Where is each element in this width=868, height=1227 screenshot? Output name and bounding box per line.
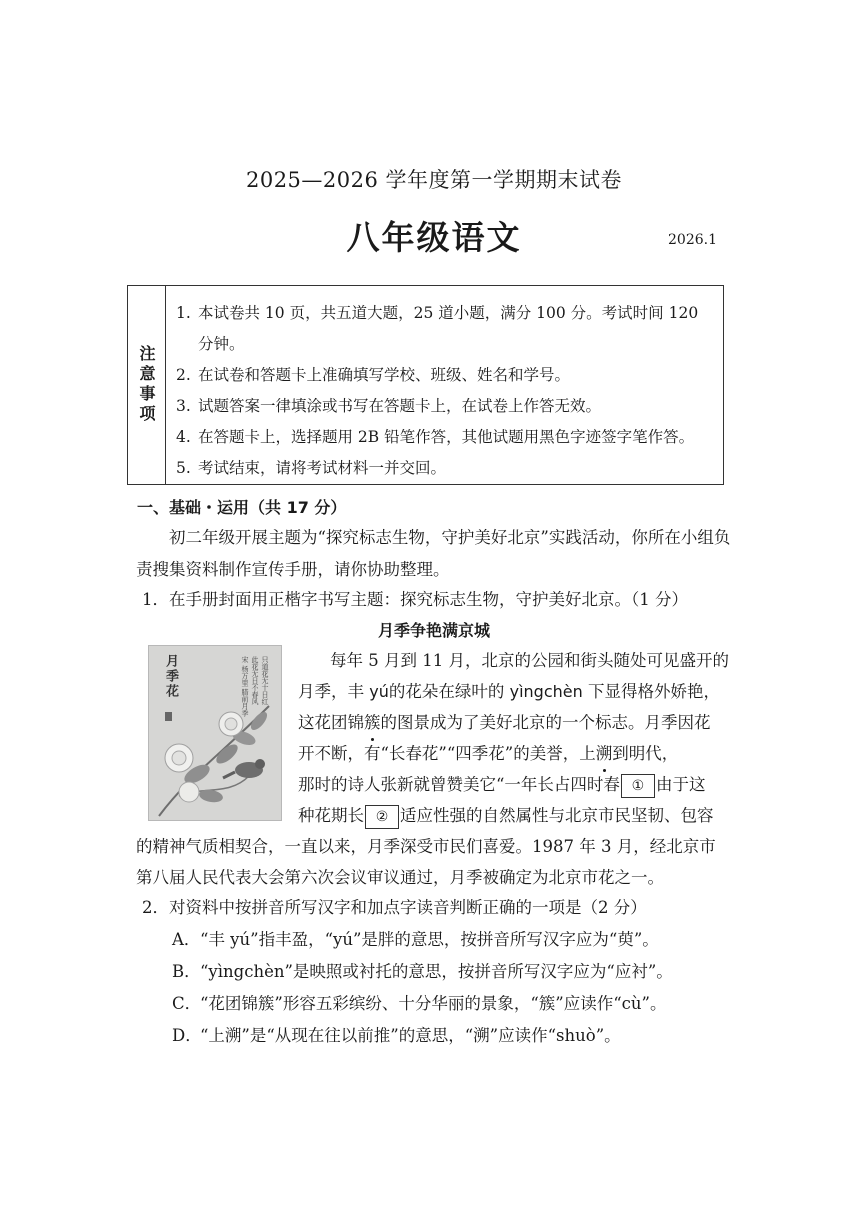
- option-letter: D．: [172, 1026, 202, 1045]
- text: 月季，丰: [298, 682, 370, 701]
- pinyin-yu: yú: [369, 682, 389, 701]
- option-text: “上溯”是“从现在往以前推”的意思，“溯”应读作“shuò”。: [200, 1026, 621, 1045]
- notice-item-4: [176, 422, 717, 453]
- text: 的图景成为了美好北京的一个标志。月季因花: [380, 713, 711, 732]
- text: 那时的诗人张新就曾赞美它“一年长占四时春: [298, 775, 620, 794]
- exam-header: 2025—2026 学年度第一学期期末试卷: [245, 168, 623, 192]
- article-line-6: [298, 800, 714, 831]
- title-row: [0, 212, 868, 262]
- notice-label: [128, 286, 166, 484]
- notice-item-2: [176, 360, 717, 391]
- article-line-3: [298, 707, 711, 738]
- option-letter: C．: [172, 994, 202, 1013]
- article-line-1: 每年 5 月到 11 月，北京的公园和街头随处可见盛开的: [330, 651, 729, 670]
- notice-list: [176, 298, 717, 484]
- question-1: 1．在手册封面用正楷字书写主题：探究标志生物，守护美好北京。（1 分）: [142, 590, 688, 609]
- notice-num: 4.: [176, 428, 191, 446]
- text: 开不断，有“长春花”“四季花”的美誉，上: [298, 744, 596, 763]
- option-d: [172, 1020, 621, 1052]
- option-text: “yìngchèn”是映照或衬托的意思，按拼音所写汉字应为“应衬”。: [200, 962, 673, 981]
- painting-poem-line: 只道花无十日红: [261, 656, 269, 705]
- question-2: 2．对资料中按拼音所写汉字和加点字读音判断正确的一项是（2 分）: [142, 898, 647, 917]
- painting-poem-line: 此花无日不春风: [251, 656, 259, 705]
- notice-box: [127, 285, 724, 485]
- article-line-5: [298, 769, 705, 800]
- pinyin-yingchen: yìngchèn: [509, 682, 583, 701]
- painting-poem-line: 宋 杨万里 腊前月季: [241, 656, 249, 717]
- notice-num: 3.: [176, 397, 191, 415]
- notice-num: 5.: [176, 459, 191, 477]
- option-a: [172, 924, 659, 956]
- text: 下显得格外娇艳，: [582, 682, 720, 701]
- blank-1: ①: [621, 774, 655, 798]
- section-title: 一、基础・运用（共 17 分）: [137, 498, 347, 517]
- article-line-4: [298, 738, 678, 769]
- option-text: “花团锦簇”形容五彩缤纷、十分华丽的景象，“簇”应读作“cù”。: [200, 994, 667, 1013]
- article-line-7: 的精神气质相契合，一直以来，月季深受市民们喜爱。1987 年 3 月，经北京市: [136, 837, 716, 856]
- article-line-8: 第八届人民代表大会第六次会议审议通过，月季被确定为北京市花之一。: [136, 868, 664, 887]
- section-intro: 初二年级开展主题为“探究标志生物，守护美好北京”实践活动，你所在小组负责搜集资料制作宣传手册，请你协助整理。: [136, 528, 731, 579]
- page-title: 八年级语文: [346, 218, 522, 257]
- notice-num: 1.: [176, 304, 191, 322]
- notice-item-5: [176, 453, 717, 484]
- notice-num: 2.: [176, 366, 191, 384]
- option-letter: B．: [172, 962, 201, 981]
- notice-label-text: 注意事项: [137, 345, 156, 425]
- text: 由于这: [655, 775, 706, 794]
- option-text: “丰 yú”指丰盈，“yú”是胖的意思，按拼音所写汉字应为“萸”。: [200, 930, 659, 949]
- notice-text: 试题答案一律填涂或书写在答题卡上，在试卷上作答无效。: [198, 397, 602, 415]
- notice-item-3: [176, 391, 717, 422]
- text: 到明代，: [612, 744, 679, 763]
- article-title: 月季争艳满京城: [377, 621, 490, 640]
- painting-seal: [165, 712, 172, 721]
- rose-painting-image: [148, 645, 282, 821]
- blank-2: ②: [365, 805, 399, 829]
- text: 适应性强的自然属性与北京市民坚韧、包容: [400, 806, 714, 825]
- notice-text: 本试卷共 10 页，共五道大题，25 道小题，满分 100 分。考试时间 120: [198, 304, 699, 322]
- notice-text: 在试卷和答题卡上准确填写学校、班级、姓名和学号。: [198, 366, 571, 384]
- option-c: [172, 988, 666, 1020]
- notice-text-cont: 分钟。: [198, 335, 245, 353]
- exam-date: 2026.1: [668, 232, 717, 248]
- option-b: [172, 956, 673, 988]
- dotted-char-su: 溯: [596, 738, 613, 769]
- painting-title: 月季花: [163, 654, 178, 699]
- dotted-char-cu: 簇: [364, 707, 381, 738]
- text: 的花朵在绿叶的: [388, 682, 510, 701]
- notice-text: 考试结束，请将考试材料一并交回。: [198, 459, 447, 477]
- article-line-2: [298, 676, 720, 707]
- text: 种花期长: [298, 806, 364, 825]
- option-letter: A．: [172, 930, 201, 949]
- notice-text: 在答题卡上，选择题用 2B 铅笔作答，其他试题用黑色字迹签字笔作答。: [198, 428, 695, 446]
- notice-item-1: [176, 298, 717, 360]
- text: 这花团锦: [298, 713, 364, 732]
